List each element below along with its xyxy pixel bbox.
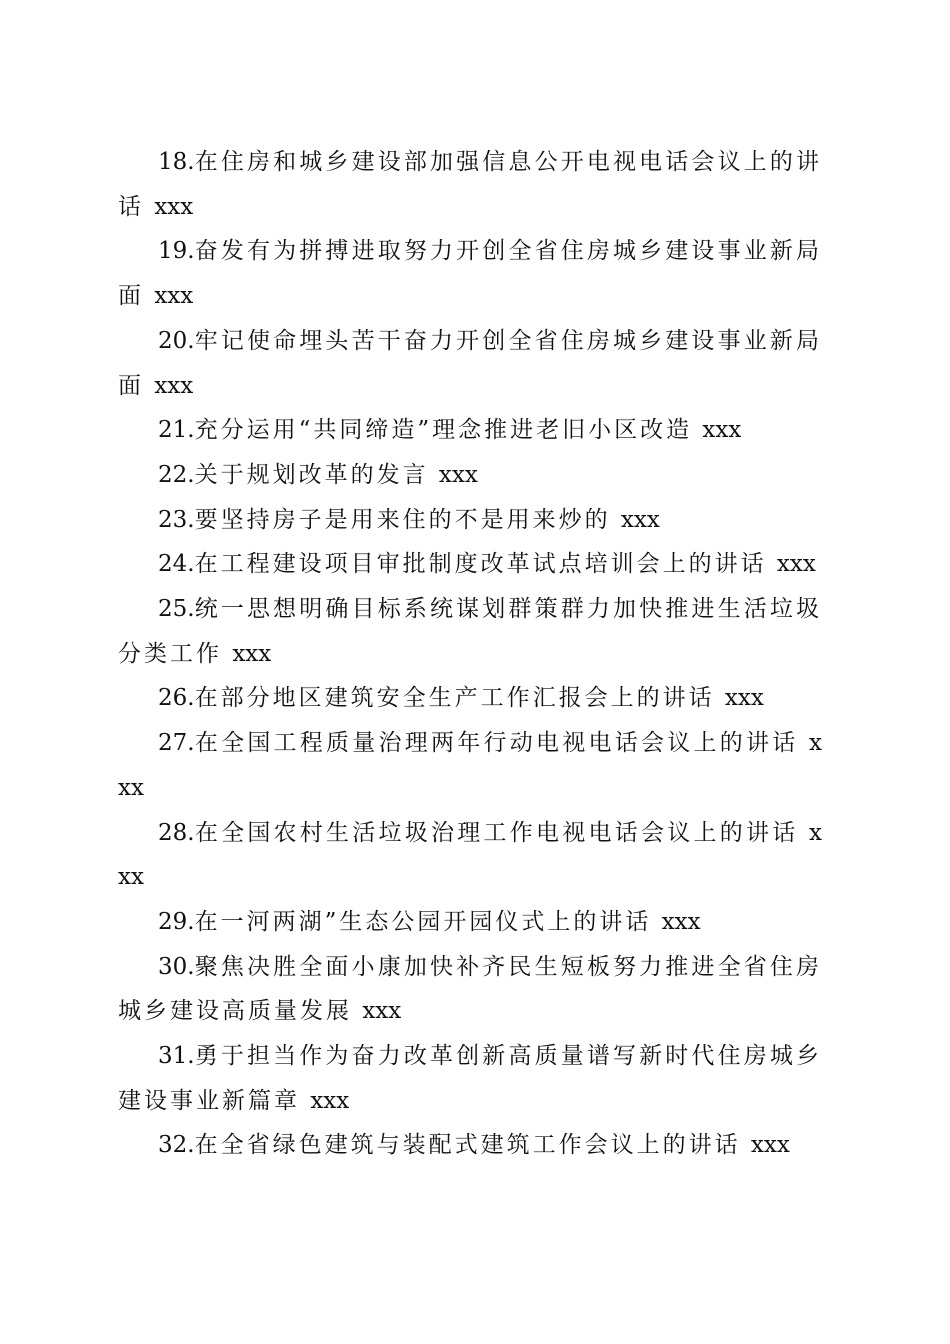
item-title: 在工程建设项目审批制度改革试点培训会上的讲话 xyxy=(194,551,767,578)
item-author: xxx xyxy=(118,730,823,801)
item-title: 在住房和城乡建设部加强信息公开电视电话会议上的讲话 xyxy=(118,149,822,220)
item-number: 32. xyxy=(158,1132,195,1159)
item-title: 在部分地区建筑安全生产工作汇报会上的讲话 xyxy=(194,685,715,712)
item-title: 牢记使命埋头苦干奋力开创全省住房城乡建设事业新局面 xyxy=(118,327,822,399)
item-title: 在全省绿色建筑与装配式建筑工作会议上的讲话 xyxy=(194,1132,741,1159)
list-item xyxy=(118,453,822,498)
item-number: 23. xyxy=(158,506,195,533)
item-author: xxx xyxy=(154,372,194,399)
item-author: xxx xyxy=(724,685,764,712)
item-number: 20. xyxy=(158,327,195,354)
item-author: xxx xyxy=(154,193,194,220)
item-title: 要坚持房子是用来住的不是用来炒的 xyxy=(194,506,611,533)
item-author: xxx xyxy=(776,551,816,578)
list-item xyxy=(118,498,822,543)
list-item xyxy=(118,319,822,408)
list-item xyxy=(118,542,822,587)
item-author: xxx xyxy=(661,908,701,935)
item-number: 24. xyxy=(158,551,195,578)
list-item xyxy=(118,945,822,1034)
list-item xyxy=(118,408,822,453)
item-number: 19. xyxy=(158,238,195,265)
item-number: 26. xyxy=(158,685,195,712)
list-item xyxy=(118,229,822,318)
item-number: 28. xyxy=(158,819,195,846)
list-item xyxy=(118,676,822,721)
item-title: 在全国农村生活垃圾治理工作电视电话会议上的讲话 xyxy=(194,819,799,846)
item-title: 统一思想明确目标系统谋划群策群力加快推进生活垃圾分类工作 xyxy=(118,596,822,667)
item-title: 关于规划改革的发言 xyxy=(194,461,429,488)
item-title: 奋发有为拼搏进取努力开创全省住房城乡建设事业新局面 xyxy=(118,238,822,310)
item-number: 25. xyxy=(158,596,195,623)
item-author: xxx xyxy=(362,998,402,1025)
item-title: 聚焦决胜全面小康加快补齐民生短板努力推进全省住房城乡建设高质量发展 xyxy=(118,953,822,1025)
item-title: 勇于担当作为奋力改革创新高质量谱写新时代住房城乡建设事业新篇章 xyxy=(118,1043,822,1114)
item-number: 31. xyxy=(158,1043,195,1070)
item-title: 充分运用“共同缔造”理念推进老旧小区改造 xyxy=(194,417,693,444)
item-number: 22. xyxy=(158,461,195,488)
item-number: 30. xyxy=(158,953,195,980)
list-item xyxy=(118,1034,822,1123)
list-item xyxy=(118,811,822,900)
item-number: 29. xyxy=(158,908,195,935)
item-author: xxx xyxy=(232,640,272,667)
item-author: xxx xyxy=(118,819,823,891)
item-author: xxx xyxy=(438,461,478,488)
item-author: xxx xyxy=(702,417,742,444)
list-item xyxy=(118,1123,822,1168)
item-author: xxx xyxy=(750,1132,790,1159)
item-author: xxx xyxy=(620,506,660,533)
list-item xyxy=(118,721,822,810)
speech-list xyxy=(118,140,822,1168)
item-author: xxx xyxy=(310,1087,350,1114)
item-number: 27. xyxy=(158,730,195,757)
item-author: xxx xyxy=(154,283,194,310)
list-item xyxy=(118,140,822,229)
item-number: 21. xyxy=(158,417,195,444)
list-item xyxy=(118,587,822,676)
list-item xyxy=(118,900,822,945)
item-title: 在一河两湖”生态公园开园仪式上的讲话 xyxy=(194,908,652,935)
item-title: 在全国工程质量治理两年行动电视电话会议上的讲话 xyxy=(194,730,799,757)
item-number: 18. xyxy=(158,149,195,175)
